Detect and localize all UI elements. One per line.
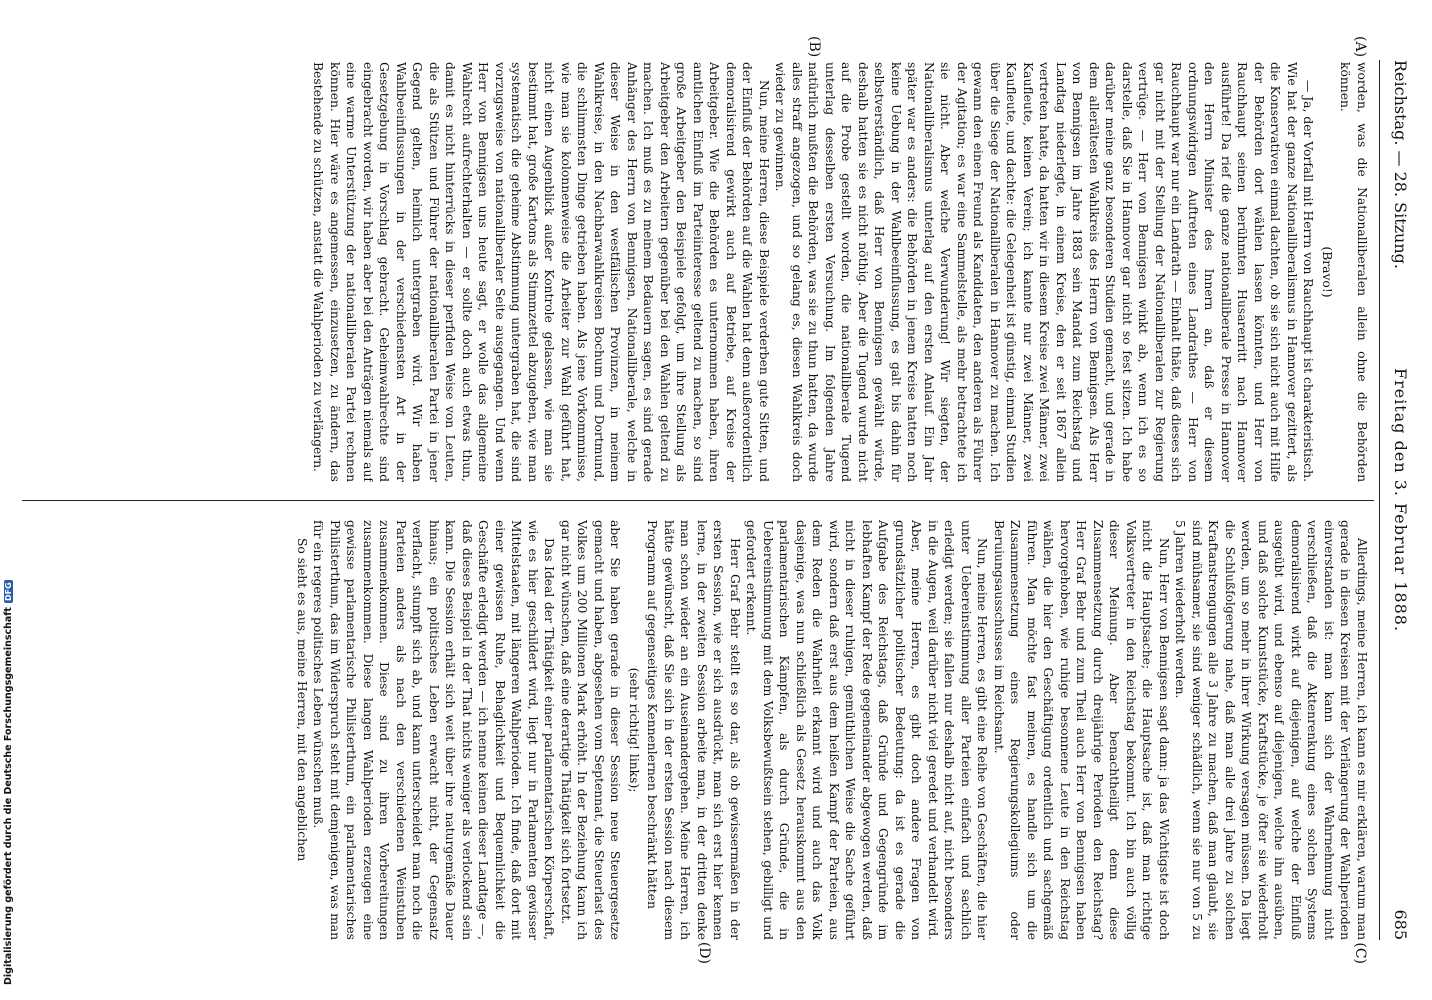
credit-text: Digitalisierung gefördert durch die Deutsche Forschungsgemeinschaft (3, 607, 14, 985)
margin-marker-a: (A) (1352, 36, 1368, 58)
paragraph: worden, was die Nationalliberalen allein ohne die Behörden können. (1338, 62, 1369, 482)
paragraph: (Bravo!) (1320, 246, 1334, 298)
right-text-column (20, 520, 1370, 940)
paragraph: Herr Graf Behr stellt es so dar, als ob gewissermaßen in der ersten Session, wie er sich ausdrückt, man sich erst hier kennen lerne, in der zweiten Session arbeite man, in der dritten denke man schon wieder an ein Auseinandergehen. Meine Herren, ich hätte gewünscht, daß Sie sich in der ersten Session nach diesem Programm auf gegenseitiges Kennenlernen beschränkt hätten (645, 520, 742, 940)
paragraph: aber Sie haben gerade in dieser Session neue Steuergesetze gemacht und haben, abgesehen vom Septennat, die Steuerlast des Volkes um 200 Millionen Mark erhöht. In der Beziehung kann ich gar nicht wünschen, daß eine derartige Thätigkeit sich fortsetzt. (559, 520, 623, 940)
column-divider (22, 500, 1374, 501)
paragraph: Allerdings, meine Herren, ich kann es mir erklären, warum man gerade in diesen Kreisen mit der Verlängerung der Wahlperioden einverstanden ist: man kann sich der Wahrnehmung nicht verschließen, daß die Aktenrenkung eines solchen Systems demoralisirend wirkt auf diejenigen, auf welche der Einfluß ausgeübt wird, und ebenso auf diejenigen, welche ihn ausüben, und daß solche Kunststücke, Kraftstücke, je öfter sie wiederholt werden, um so mehr in ihrer Wirkung versagen müssen. Da liegt die Schlußfolgerung nahe, daß man alle drei Jahre zu solchen Kraftanstrengungen alle 3 Jahre zu machen, daß man glaubt, sie sind mühsamer, sie sind weniger schädlich, wenn sie nur von 5 zu 5 Jahren wiederholt werden. (1173, 520, 1369, 940)
margin-marker-d: (D) (696, 941, 712, 964)
paragraph: Nun, Herr von Bennigsen sagt dann: ja das Wichtigste ist doch nicht die Hauptsache; die Hauptsache ist, daß man richtige Volksvertreter in den Reichstag bekommt. Ich bin auch völlig dieser Meinung. Aber benachtheiligt denn diese Zusammensetzung durch dreijährige Perioden den Reichstag? Herr Graf Behr und zum Theil auch Herr von Bennigsen haben hervorgehoben, wie ruhige besonnene Leute in den Reichstag wählen, die hier den Geschäftigung ordentlich und sachgemäß führen. Man möchte fast meinen, es handle sich um die Zusammensetzung eines Regierungskollegiums oder Beruiungsausschusses im Reichsamt. (992, 520, 1171, 940)
paragraph: So sieht es aus, meine Herren, mit den angeblichen (295, 538, 309, 862)
left-text-column (20, 62, 1370, 482)
paragraph: Nun, meine Herren, diese Beispiele verderben gute Sitten, und der Einfluß der Behörden auf die Wahlen hat denn außerordentlich demoralisirend gewirkt auch auf Betriebe, auf Kreise der Arbeitgeber. Wie die Behörden es unternommen haben, ihren amtlichen Einfluß im Parteiinteresse geltend zu machen, so sind große Arbeitgeber den Beispiele gefolgt, um ihre Stellung als Arbeitgeber den Arbeitern gegenüber bei den Wahlen geltend zu machen. Ich muß es zu meinem Bedauern sagen, es sind gerade Anhänger des Herrn von Bennigsen, Nationalliberale, welche in dieser Weise in den westfälischen Provinzen, in meinem Wahlkreise, in den Nachbarwahlkreisen Bochum und Dortmund, die schlimmsten Dinge getrieben haben. Als jene Vorkommnisse, wie man sie kolonnenweise die Arbeiter zur Wahl geführt hat, nicht einen Augenblick außer Kontrole gelassen, wie man sie bestimmt hat, große Kartons als Stimmzettel abzugeben, wie man systematisch die geheime Abstimmung untergraben hat, die sind vorzugsweise von nationalliberaler Seite ausgegangen. Und wenn Herr von Bennigsen uns heute sagt, er wolle das allgemeine Wahlrecht aufrechterhalten — er sollte doch auch etwas thun, damit es nicht hinterrücks in dieser perfiden Weise von Leuten, die als Stützen und Führer der nationalliberalen Partei in jener Gegend gelten, heimlich untergraben wird. Wir haben Wahlbeeinflussungen in der verschiedensten Art in der Gesetzgebung in Vorschlag gebracht. Geheimwahlrechte sind eingebracht worden, wir haben aber bei den Anträgen niemals auf eine warme Unterstützung der nationalliberalen Partei rechnen können. Hier wäre es angemessen, einzusetzen, zu ändern, das Bestehende zu schützen, anstatt die Wahlperioden zu verlängern. (311, 62, 771, 482)
paragraph: Das Ideal der Thätigkeit einer parlamentarischen Körperschaft, wie es hier geschildert wird, liegt nur in Parlamenten gewisser Mittelstaaten, mit längeren Wahlperioden. Ich finde, daß dort mit einer gewissen Ruhe, Behaglichkeit und Bequemlichkeit die Geschäfte erledigt werden — ich nenne keinen dieser Landtage —, daß dieses Beispiel in der That nichts weniger als verlockend sein kann. Die Session erhält sich weit über ihre naturgemäße Dauer hinaus; ein politisches Leben erwacht nicht, der Gegensatz verflacht, stumpft sich ab, und kann unterscheidet man noch die Parteien anders als nach den verschiedenen Weinstuben zusammenkommen. Diese sind zu ihren Vorbereitungen zusammenkommen. Diese langen Wahlperioden erzeugen eine gewisse parlamentarische Philisterthum, ein parlamentarisches Philisterthum, das im Widerspruch steht mit demjenigen, was man für ein regeres politisches Leben wünschen muß. (311, 520, 557, 940)
paragraph: — Ja, der Vorfall mit Herrn von Rauchhaupt ist charakteristisch. Wie hat der ganze Nationalliberalismus in Hannover gezittert, als die Konservativen einmal dachten, ob sie sich nicht auch mit Hilfe der Behörden dort wählen lassen könnten, und Herr von Rauchhaupt seinen berühmten Husarenritt nach Hannover ausführte! Da rief die ganze nationalliberale Presse in Hannover den Herrn Minister des Innern an, daß er diesem ordnungswidrigen Auftreten eines Landrathes — Herr von Rauchhaupt war nur ein Landrath — Einhalt thäte, daß dieses sich gar nicht mit der Stellung der Nationalliberalen zur Regierung vertrüge. — Herr von Bennigsen winkt ab, wenn ich es so darstelle, daß Sie in Hannover gar nicht so fest sitzen. Ich habe darüber meine ganz besonderen Studien gemacht, und gerade in dem allerältesten Wahlkreis des Herrn von Bennigsen. Als Herr von Bennigsen im Jahre 1883 sein Mandat zum Reichstag und Landtag niederlegte, in einem Kreise, den er seit 1867 allein vertreten hatte, da hatten wir in diesem Kreise zwei Männer, zwei Kaufleute, keinen Verein; ich kannte nur zwei Männer, zwei Kaufleute, und dachte: die Gelegenheit ist günstig, einmal Studien über die Siege der Nationalliberalen in Hannover zu machen. Ich gewann den einen Freund als Kandidaten, den anderen als Führer der Agitation; es war eine Sammelstelle, als mehr betrachtete ich sie nicht. Aber welche Verwunderung! Wir siegten, der Nationalliberalismus unterlag auf den ersten Anlauf. Ein Jahr später war es anders: die Behörden in jenem Kreise hatten noch keine Uebung in der Wahlbeeinflussung, es galt bis dahin für selbstverständlich, daß Herr von Bennigsen gewählt würde, deshalb hatten sie es nicht nöthig. Aber die Tugend wurde nicht auf die Probe gestellt worden, die nationalliberale Tugend unterlag desselben ersten Versuchung. Im folgenden Jahre natürlich mußten die Behörden, was sie zu thun hatten, da wurde alles straff angezogen, und so gelang es, diesen Wahlkreis doch wieder zu gewinnen. (773, 62, 1316, 482)
page-header (1384, 60, 1410, 940)
paragraph: (sehr richtig! links); (627, 667, 641, 793)
margin-marker-b: (B) (806, 36, 822, 58)
digitization-credit-strip (0, 0, 20, 1000)
header-date: Freitag den 3. Februar 1888. (1391, 367, 1410, 633)
digitization-credit (3, 580, 14, 985)
margin-marker-c: (C) (1352, 942, 1368, 964)
page-number: 685 (1391, 909, 1410, 940)
header-session: Reichstag. — 28. Sitzung. (1391, 60, 1410, 269)
dfg-logo-icon: DFG (4, 582, 13, 602)
paragraph: Nun, meine Herren, es gibt eine Reihe von Geschäften, die hier unter Uebereinstimmung aller Parteien einfach und sachlich erledigt werden; sie fallen nur deshalb nicht auf, nicht besonders in die Augen, weil darüber nicht viel geredet und verhandelt wird. Aber, meine Herren, es gibt doch andere Fragen von grundsätzlicher politischer Bedeutung: da ist es gerade die Aufgabe des Reichstags, daß Gründe und Gegengründe im lebhaften Kampf der Rede gegeneinander abgewogen werden, daß nicht in dieser ruhigen, gemüthlichen Weise die Sache geführt wird, sondern daß erst aus dem heißen Kampf der Parteien, aus dem Reden die Wahrheit erkannt wird und auch das Volk dasjenige, was nun schließlich als Gesetz herauskommt aus den parlamentarischen Kämpfen, als durch Gründe, die in Uebereinstimmung mit dem Volksbewußtsein stehen, gebilligt und gefordert erkennt. (744, 520, 990, 940)
header-rule (1379, 60, 1380, 940)
